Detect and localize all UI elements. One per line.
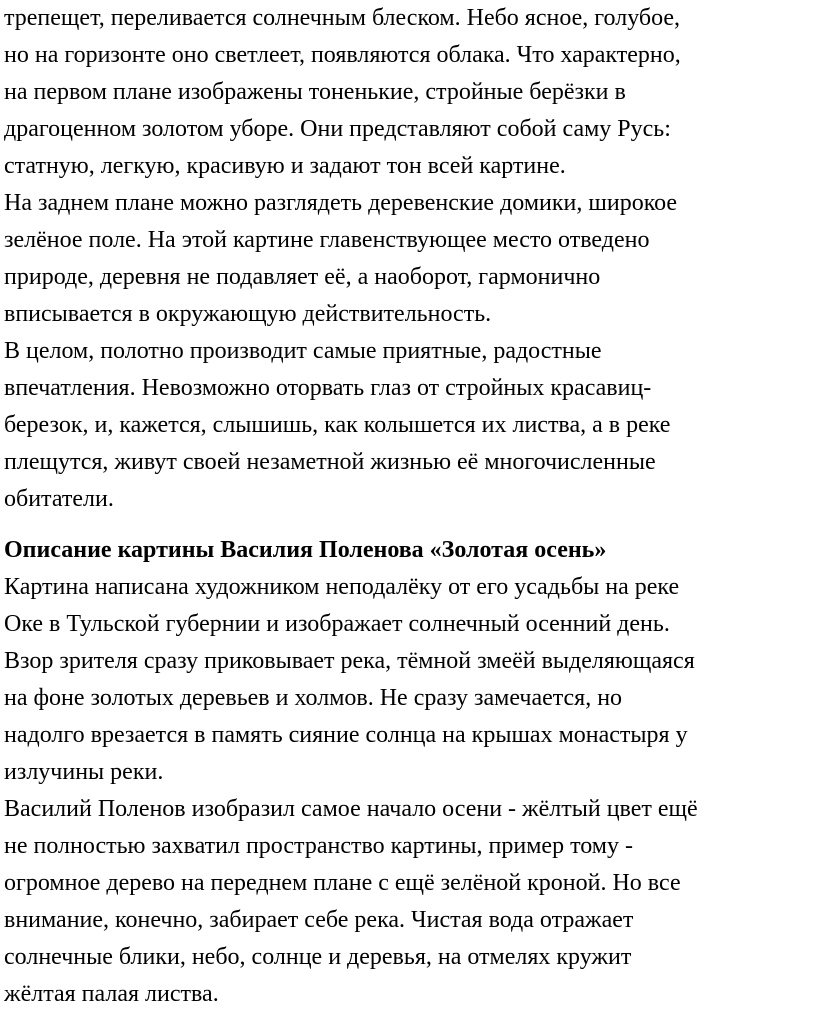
text-line: На заднем плане можно разглядеть деревенские домики, широкое (4, 190, 678, 216)
intro-paragraph-2 (4, 185, 810, 333)
paragraph-spacer (4, 518, 810, 532)
text-line: березок, и, кажется, слышишь, как колышется их листва, а в реке (4, 412, 671, 438)
text-line: на первом плане изображены тоненькие, стройные берёзки в (4, 79, 626, 105)
text-line: надолго врезается в память сияние солнца на крышах монастыря у (4, 722, 688, 748)
text-line: обитатели. (4, 486, 114, 512)
section-paragraph-1 (4, 569, 810, 791)
text-line: жёлтая палая листва. (4, 981, 219, 1007)
text-line: вписывается в окружающую действительность. (4, 301, 492, 327)
text-line: В целом, полотно производит самые приятные, радостные (4, 338, 602, 364)
text-line: солнечные блики, небо, солнце и деревья, на отмелях кружит (4, 944, 632, 970)
text-line: плещутся, живут своей незаметной жизнью её многочисленные (4, 449, 656, 475)
text-line: но на горизонте оно светлеет, появляются облака. Что характерно, (4, 42, 681, 68)
text-line: Взор зрителя сразу приковывает река, тёмной змеёй выделяющаяся (4, 648, 695, 674)
intro-paragraph-1 (4, 0, 810, 185)
section-heading-text: Описание картины Василия Поленова «Золотая осень» (4, 537, 607, 563)
text-line: внимание, конечно, забирает себе река. Чистая вода отражает (4, 907, 634, 933)
text-line: Василий Поленов изобразил самое начало осени - жёлтый цвет ещё (4, 796, 698, 822)
text-line: драгоценном золотом уборе. Они представляют собой саму Русь: (4, 116, 671, 142)
text-line: статную, легкую, красивую и задают тон всей картине. (4, 153, 566, 179)
text-line: не полностью захватил пространство картины, пример тому - (4, 833, 633, 859)
text-line: Картина написана художником неподалёку от его усадьбы на реке (4, 574, 680, 600)
text-line: огромное дерево на переднем плане с ещё зелёной кроной. Но все (4, 870, 681, 896)
document-page (4, 0, 810, 1013)
text-line: на фоне золотых деревьев и холмов. Не сразу замечается, но (4, 685, 623, 711)
text-line: излучины реки. (4, 759, 164, 785)
section-heading (4, 532, 810, 569)
intro-paragraph-3 (4, 333, 810, 518)
text-line: впечатления. Невозможно оторвать глаз от стройных красавиц- (4, 375, 652, 401)
section-paragraph-2 (4, 791, 810, 1013)
text-line: Оке в Тульской губернии и изображает солнечный осенний день. (4, 611, 670, 637)
text-line: трепещет, переливается солнечным блеском. Небо ясное, голубое, (4, 5, 681, 31)
text-line: зелёное поле. На этой картине главенствующее место отведено (4, 227, 650, 253)
text-line: природе, деревня не подавляет её, а наоборот, гармонично (4, 264, 601, 290)
